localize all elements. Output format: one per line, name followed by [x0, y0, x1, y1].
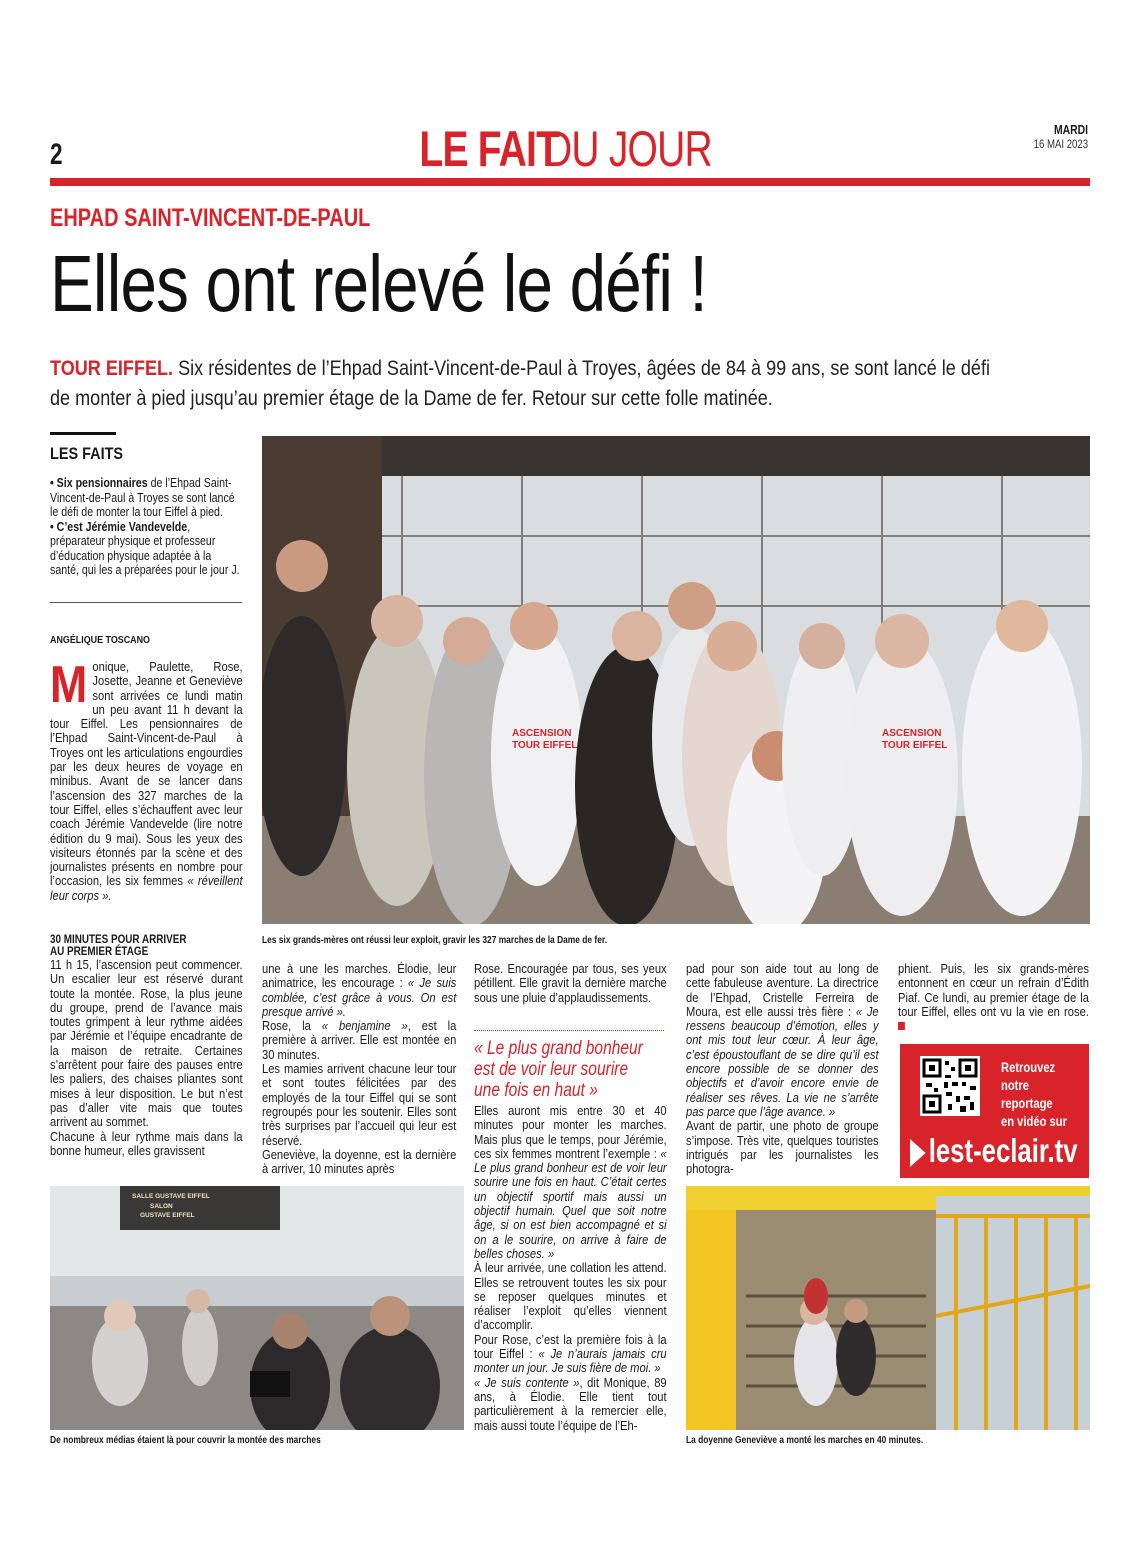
paragraph: Pour Rose, c’est la première fois à la tour Eiffel : « Je n’aurais jamais cru monter un jour. Je suis fière de moi. » [474, 1331, 667, 1376]
stairs-photo-illustration [686, 1186, 1090, 1430]
faits-rule [50, 602, 242, 603]
sign-text: SALON [150, 1203, 173, 1210]
intertitle: 30 MINUTES POUR ARRIVER AU PREMIER ÉTAGE [50, 934, 187, 958]
media-photo [50, 1186, 464, 1430]
end-mark [898, 1022, 905, 1030]
dropcap: M [50, 656, 88, 714]
main-photo-caption: Les six grands-mères ont réussi leur exploit, gravir les 327 marches de la Dame de fer. [262, 934, 608, 946]
promo-brand-link[interactable]: lest-eclair.tv [910, 1132, 1078, 1170]
paragraph: une à une les marches. Élodie, leur animatrice, les encourage : « Je suis comblée, c’est grâce à vous. On est presque arrivé ». [262, 961, 457, 1019]
paragraph: Geneviève, la doyenne, est la dernière à arriver, 10 minutes après [262, 1146, 457, 1177]
column-1 [50, 656, 243, 903]
sign-text: GUSTAVE EIFFEL [140, 1212, 195, 1219]
faits-bar [50, 432, 116, 435]
paragraph: Monique, Paulette, Rose, Josette, Jeanne et Geneviève sont arrivées ce lundi matin un peu avant 11 h devant la tour Eiffel. Les pensionnaires de l’Ehpad Saint-Vincent-de-Paul à Troyes ont les articulations engourdies par les deux heures de voyage en minibus. Avant de se lancer dans l’ascension des 327 marches de la tour Eiffel, elles s’échauffent avec leur coach Jérémie Vandevelde (lire notre édition du 9 mai). Sous les yeux des visiteurs étonnés par la scène et des journalistes présents en nombre pour l’occasion, les six femmes « réveillent leur corps ». [50, 656, 243, 903]
sign-text: SALLE GUSTAVE EIFFEL [132, 1193, 210, 1200]
column-3 [474, 1104, 667, 1433]
paragraph: Elles auront mis entre 30 et 40 minutes pour monter les marches. Mais plus que le temps, pour Jérémie, ces six femmes montrent l’exemple : « Le plus grand bonheur est de voir leur sourire une fois en haut. C’était certes un objectif sportif mais aussi un objectif humain. Quel que soit notre âge, si on est bien accompagné et si on a le sourire, on arrive à faire de belles choses. » [474, 1103, 667, 1261]
chapo-lead: TOUR EIFFEL. [50, 357, 174, 380]
paragraph: Avant de partir, une photo de groupe s’impose. Très vite, quelques touristes intrigués par les journalistes les photogra- [686, 1118, 879, 1177]
video-promo[interactable] [900, 1044, 1089, 1178]
paragraph: phient. Puis, les six grands-mères entonnent en cœur un refrain d’Édith Piaf. Ce lundi, au premier étage de la tour Eiffel, elles ont vu la vie en rose. [898, 962, 1089, 1033]
byline: ANGÉLIQUE TOSCANO [50, 634, 151, 646]
faits-title: LES FAITS [50, 444, 124, 463]
promo-text: Retrouvez notre reportage en vidéo sur [1001, 1059, 1067, 1129]
rubric-bold: LE FAIT [419, 121, 560, 177]
faits-item: • Six pensionnaires de l’Ehpad Saint-Vincent-de-Paul à Troyes se sont lancé le défi de monter la tour Eiffel à pied. [50, 476, 235, 519]
paragraph: pad pour son aide tout au long de cette fabuleuse aventure. La directrice de l’Ehpad, Cristelle Ferreira de Moura, est elle aussi très fière : « Je ressens beaucoup d’émotion, elles y ont mis tout leur cœur. À leur âge, c’est époustouflant de se dire qu’il est encore possible de se donner des objectifs et d’avoir encore envie de réaliser ses rêves. La vie ne s’arrête pas parce que l’âge avance. » [686, 961, 879, 1119]
issue-date-text: 16 MAI 2023 [1033, 137, 1088, 151]
tshirt-print: TOUR EIFFEL [882, 740, 948, 751]
header-rule [50, 178, 1090, 186]
column-2 [262, 962, 456, 1176]
column-4 [686, 962, 879, 1176]
column-5 [898, 962, 1089, 1033]
main-photo [262, 436, 1090, 924]
paragraph: « Je suis contente », dit Monique, 89 ans, à Élodie. Elle tient tout particulièrement à la remercier elle, mais aussi toute l’équipe de l’Eh- [474, 1374, 667, 1433]
media-photo-caption: De nombreux médias étaient là pour couvrir la montée des marches [50, 1434, 321, 1446]
column-3-top [474, 962, 667, 1005]
pullquote-rule [474, 1030, 664, 1031]
section-rubric [0, 120, 1140, 178]
article-kicker: EHPAD SAINT-VINCENT-DE-PAUL [50, 204, 371, 232]
media-photo-illustration [50, 1186, 464, 1430]
paragraph: Rose, la « benjamine », est la première à arriver. Elle est montée en 30 minutes. [262, 1018, 457, 1062]
issue-date [1020, 122, 1088, 151]
tshirt-print: ASCENSION [882, 728, 942, 739]
issue-day: MARDI [1053, 122, 1088, 137]
rubric-light: DU JOUR [544, 121, 713, 177]
tshirt-print: ASCENSION [512, 728, 572, 739]
play-arrow-icon [910, 1139, 926, 1167]
faits-item: • C’est Jérémie Vandevelde, préparateur physique et professeur d’éducation physique adaptée à la santé, qui les a préparées pour le jour J. [50, 519, 240, 577]
stairs-photo-caption: La doyenne Geneviève a monté les marches en 40 minutes. [686, 1434, 924, 1446]
paragraph: Rose. Encouragée par tous, ses yeux pétillent. Elle gravit la dernière marche sous une pluie d’applaudissements. [474, 961, 667, 1005]
paragraph: Chacune à leur rythme mais dans la bonne humeur, elles gravissent [50, 1128, 243, 1158]
paragraph: Les mamies arrivent chacune leur tour et sont toutes félicitées par des employés de la tour Eiffel qui se sont regroupés pour les soutenir. Elles sont très surprises par l’accueil qui leur est réservé. [262, 1061, 457, 1148]
qr-code-icon[interactable] [920, 1056, 980, 1116]
paragraph: 11 h 15, l’ascension peut commencer. Un escalier leur est réservé durant toute la montée. Rose, la plus jeune du groupe, prend de l’avance mais toutes grimpent à leur rythme aidées par Jérémie et l’équipe encadrante de la maison de retraite. Certaines s’arrêtent pour faire des pauses entre les paliers, des chaises pliantes sont mises à leur disposition. Le but n’est pas d’aller vite mais que toutes arrivent au sommet. [50, 957, 243, 1130]
column-1-lower [50, 934, 243, 1158]
page-number: 2 [50, 138, 63, 171]
article-chapo [50, 354, 996, 414]
paragraph: À leur arrivée, une collation les attend. Elles se retrouvent toutes les six pour se reposer quelques minutes et réaliser l’exploit qu’elles viennent d’accomplir. [474, 1260, 667, 1333]
pullquote: « Le plus grand bonheur est de voir leur sourire une fois en haut » [474, 1038, 643, 1101]
stairs-photo [686, 1186, 1090, 1430]
article-headline: Elles ont relevé le défi ! [50, 239, 707, 328]
faits-list [50, 476, 241, 578]
group-photo-illustration [262, 436, 1090, 924]
tshirt-print: TOUR EIFFEL [512, 740, 578, 751]
chapo-text: Six résidentes de l’Ehpad Saint-Vincent-de-Paul à Troyes, âgées de 84 à 99 ans, se sont lancé le défi de monter à pied jusqu’au premier étage de la Dame de fer. Retour sur cette folle matinée. [50, 357, 990, 410]
